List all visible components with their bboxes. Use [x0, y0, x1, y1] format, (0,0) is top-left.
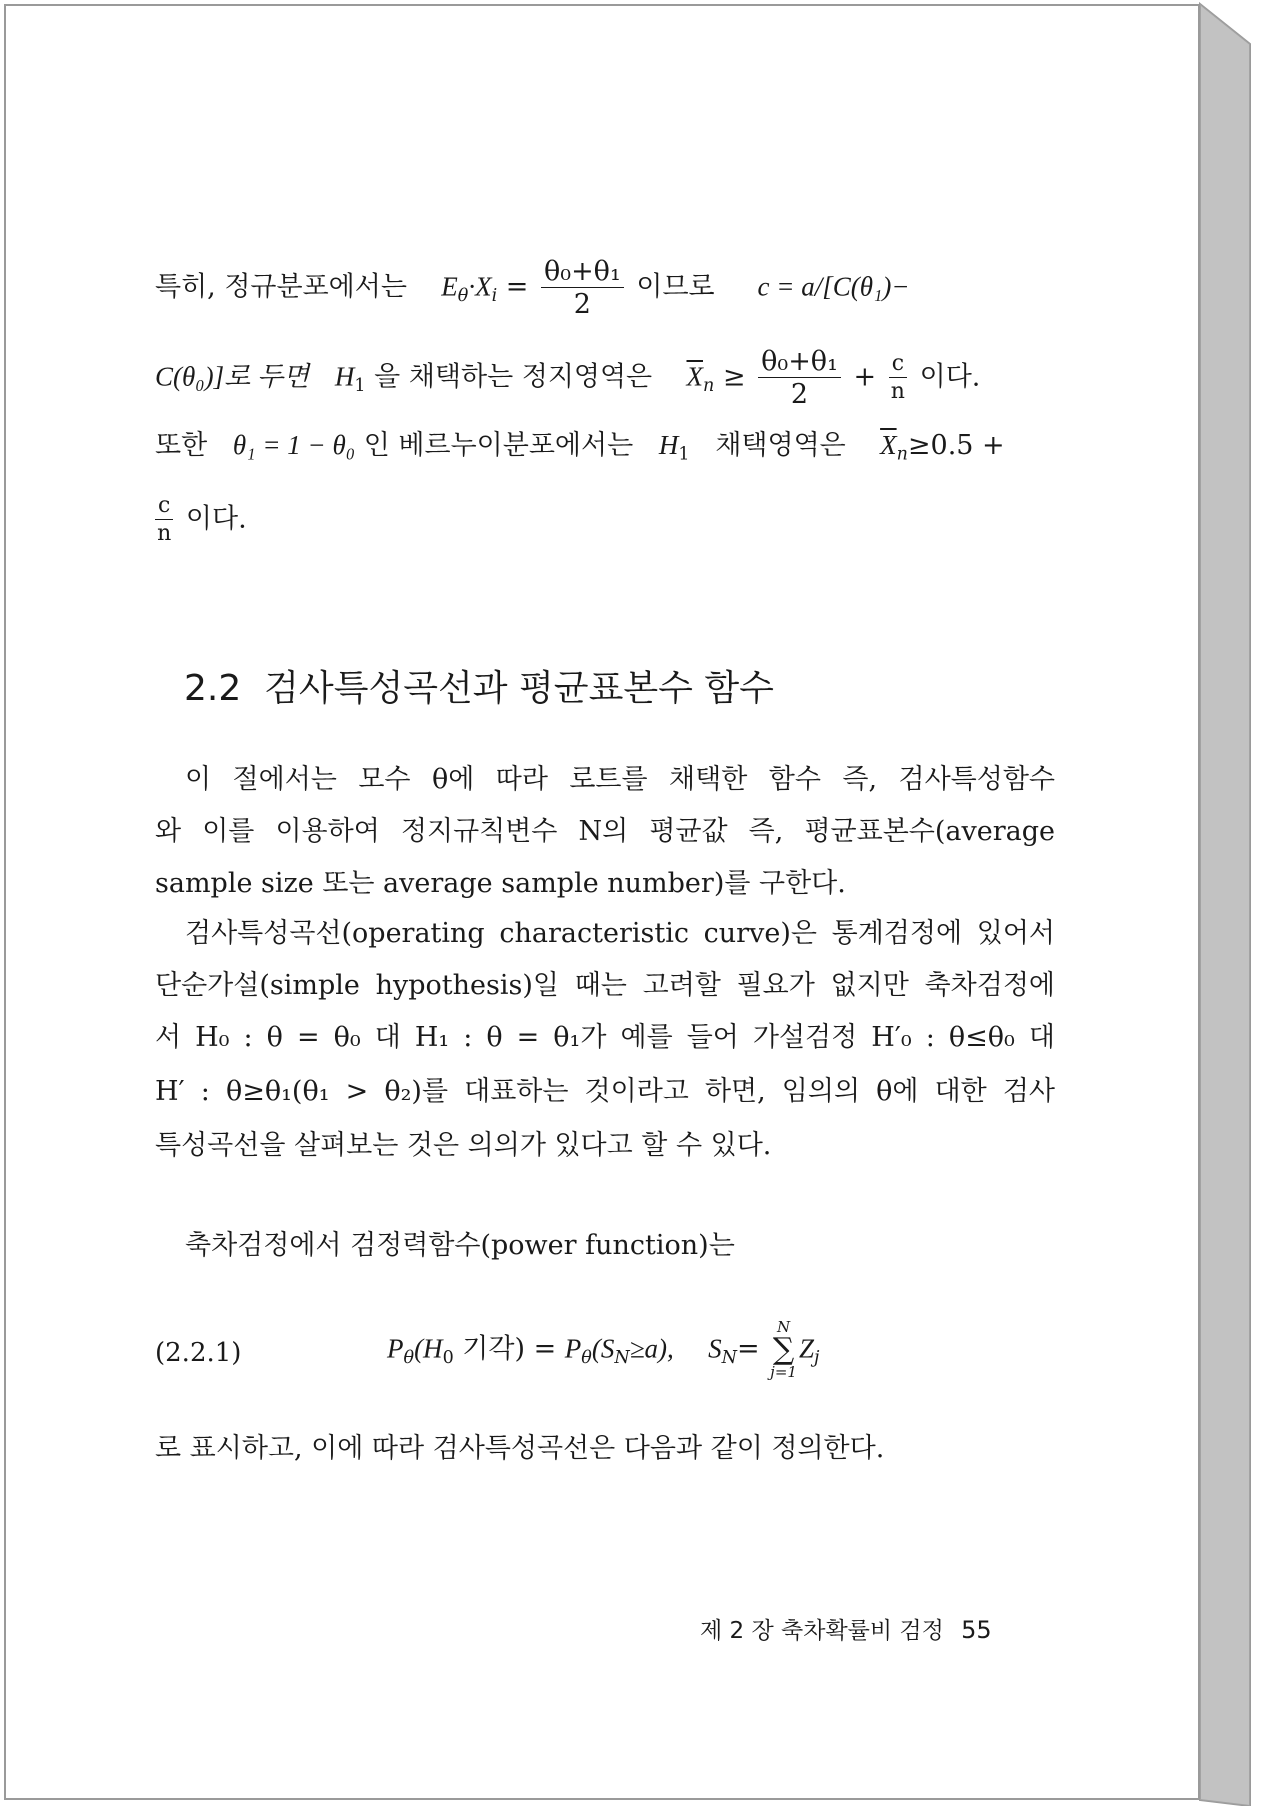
fraction-denominator: 2 — [790, 379, 809, 410]
fraction-numerator: c — [155, 495, 173, 520]
section-title: 검사특성곡선과 평균표본수 함수 — [264, 668, 774, 709]
math-x: ·X — [468, 271, 492, 302]
fraction-numerator: c — [889, 353, 907, 378]
intro-line-3 — [155, 432, 1005, 464]
fraction-numerator: θ₀+θ₁ — [758, 348, 841, 378]
para2-line-3: 서 H₀ : θ = θ₀ 대 H₁ : θ = θ₁가 예를 들어 가설검정 H′₀ : θ≤θ₀ 대 — [155, 1022, 1055, 1053]
intro-line-4 — [155, 495, 247, 545]
intro-text: 특히, 정규분포에서는 — [155, 271, 407, 303]
equation-2-2-1 — [387, 1320, 819, 1380]
math-sub: N — [721, 1347, 737, 1368]
math-expression: θ₁ = 1 − θ₀ — [232, 430, 356, 460]
math-sub: θ — [403, 1347, 415, 1368]
math-ge: ≥ — [722, 361, 746, 393]
para1-line-3: sample size 또는 average sample number)를 구한다. — [155, 868, 846, 899]
math-h1: H — [334, 361, 355, 392]
fraction — [758, 348, 841, 408]
math-sub: j — [813, 1347, 820, 1368]
math-sub: θ — [457, 285, 469, 306]
sum-upper: N — [776, 1318, 791, 1336]
math-sub: 1 — [678, 444, 690, 465]
math-s: S — [708, 1333, 722, 1364]
intro-text: 채택영역은 — [715, 430, 846, 461]
chapter-title: 제 2 장 축차확률비 검정 — [700, 1618, 944, 1644]
math-expression: c = a/[C(θ₁)− — [757, 271, 910, 302]
fraction — [541, 258, 624, 318]
math-arg: (H — [414, 1333, 443, 1364]
page-footer — [700, 1612, 992, 1645]
math-arg: (S — [591, 1333, 615, 1364]
math-xbar: $\overline{X}$ — [880, 430, 897, 460]
math-equals: = — [736, 1333, 760, 1365]
intro-text: 이다. — [185, 503, 247, 535]
intro-text: 을 채택하는 정지영역은 — [374, 361, 653, 393]
fraction — [155, 495, 173, 545]
equation-label: (2.2.1) — [155, 1338, 242, 1368]
math-expression: ≥0.5 + — [907, 430, 1005, 461]
math-z: Z — [798, 1333, 814, 1364]
section-heading — [184, 660, 774, 711]
math-sub: 0 — [442, 1347, 454, 1368]
para2-line-4: H′ : θ≥θ₁(θ₁ > θ₂)를 대표하는 것이라고 하면, 임의의 θ에 대한 검사 — [155, 1076, 1055, 1107]
fraction-denominator: n — [890, 379, 905, 404]
intro-line-2 — [155, 348, 980, 408]
math-sub: N — [614, 1347, 630, 1368]
math-p: P — [564, 1333, 582, 1364]
math-text: 기각) = — [453, 1333, 565, 1365]
sum-lower: j=1 — [770, 1363, 797, 1381]
math-sub: i — [491, 285, 498, 306]
summation — [770, 1320, 797, 1380]
fraction-denominator: n — [157, 521, 172, 546]
para2-line-2: 단순가설(simple hypothesis)일 때는 고려할 필요가 없지만 축차검정에 — [155, 970, 1055, 1001]
para3-line-1: 축차검정에서 검정력함수(power function)는 — [185, 1230, 735, 1261]
math-equals: = — [505, 271, 529, 303]
para2-line-5: 특성곡선을 살펴보는 것은 의의가 있다고 할 수 있다. — [155, 1130, 772, 1161]
intro-line-1 — [155, 258, 910, 318]
intro-text: 이므로 — [636, 271, 715, 303]
fraction — [889, 353, 907, 403]
math-sub: θ — [581, 1347, 592, 1368]
math-sub: 1 — [354, 375, 366, 396]
math-sub: n — [703, 375, 715, 396]
para1-line-1: 이 절에서는 모수 θ에 따라 로트를 채택한 함수 즉, 검사특성함수 — [185, 764, 1055, 795]
math-expression: ≥a), — [629, 1333, 674, 1364]
math-h1: H — [658, 430, 679, 460]
para2-line-1: 검사특성곡선(operating characteristic curve)은 통계검정에 있어서 — [185, 918, 1055, 949]
para4-line-1: 로 표시하고, 이에 따라 검사특성곡선은 다음과 같이 정의한다. — [155, 1433, 885, 1464]
math-expression: C(θ₀)]로 두면 — [155, 361, 310, 392]
sum-sigma: ∑ — [772, 1332, 795, 1367]
math-expectation: E — [441, 271, 458, 302]
math-p: P — [387, 1333, 404, 1364]
intro-text: 인 베르누이분포에서는 — [363, 430, 634, 461]
fraction-numerator: θ₀+θ₁ — [541, 258, 624, 288]
math-sub: n — [896, 444, 908, 465]
fraction-denominator: 2 — [573, 289, 591, 320]
intro-text: 또한 — [155, 430, 208, 461]
page-number: 55 — [961, 1616, 992, 1644]
section-number: 2.2 — [184, 668, 242, 709]
math-xbar: $\overline{X}$ — [686, 361, 703, 392]
intro-text: 이다. — [919, 361, 981, 393]
math-plus: + — [853, 361, 877, 393]
para1-line-2: 와 이를 이용하여 정지규칙변수 N의 평균값 즉, 평균표본수(average — [155, 816, 1055, 847]
